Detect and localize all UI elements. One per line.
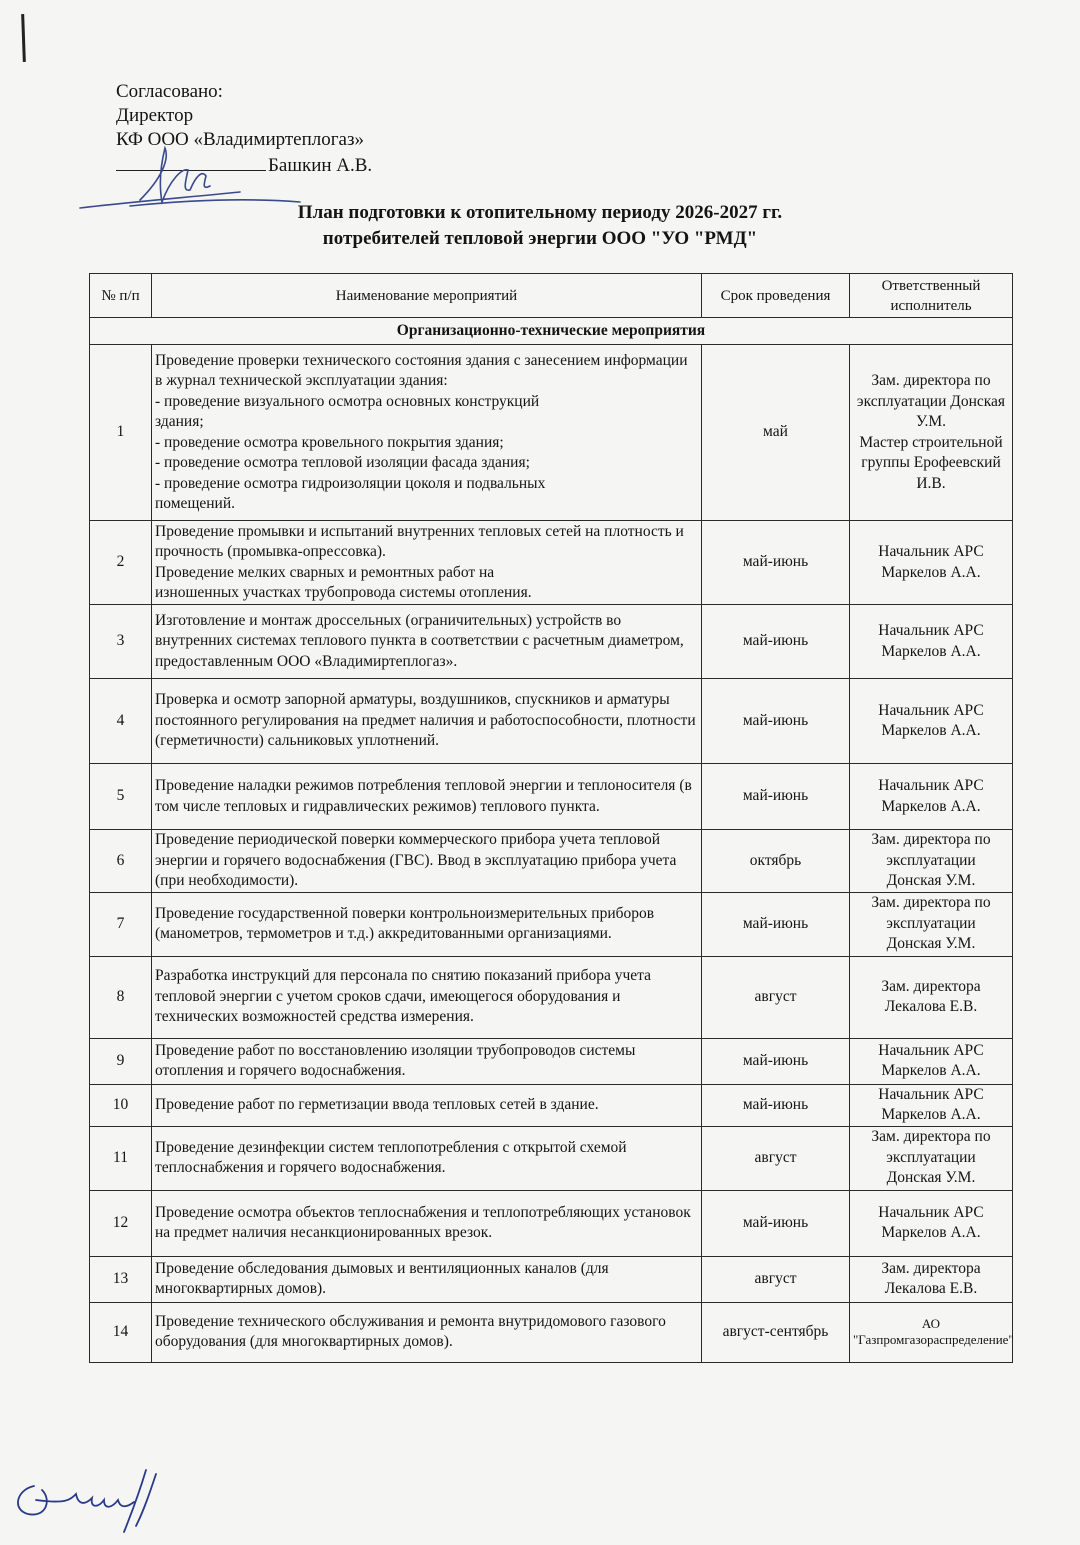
table-row	[90, 1084, 1013, 1126]
row-term: май	[702, 345, 850, 521]
row-activity: Проведение работ по герметизации ввода тепловых сетей в здание.	[152, 1084, 702, 1126]
row-number: 2	[90, 521, 152, 605]
table-row	[90, 679, 1013, 764]
table-row	[90, 764, 1013, 830]
section-title: Организационно-технические мероприятия	[90, 318, 1013, 345]
table-row	[90, 1038, 1013, 1084]
document-title	[0, 200, 1080, 252]
row-number: 3	[90, 605, 152, 679]
title-line-2: потребителей тепловой энергии ООО "УО "РМД"	[322, 228, 758, 249]
row-number: 10	[90, 1084, 152, 1126]
section-row	[90, 318, 1013, 345]
header-name: Наименование мероприятий	[152, 274, 702, 318]
row-term: август	[702, 956, 850, 1038]
row-responsible: Зам. директора по эксплуатации Донская У.М. Мастер строительной группы Ерофеевский И.В.	[850, 345, 1013, 521]
row-number: 9	[90, 1038, 152, 1084]
row-activity: Проведение проверки технического состояния здания с занесением информации в журнал технической эксплуатации здания: - проведение визуального осмотра основных конструкций здания; - проведение осмотра кровельного покрытия здания; - проведение осмотра тепловой изоляции фасада здания; - проведение осмотра гидроизоляции цоколя и подвальных помещений.	[152, 345, 702, 521]
header-responsible: Ответственный исполнитель	[850, 274, 1013, 318]
table-row	[90, 830, 1013, 893]
row-activity: Проведение технического обслуживания и ремонта внутридомового газового оборудования (для многоквартирных домов).	[152, 1302, 702, 1362]
row-number: 11	[90, 1126, 152, 1190]
row-responsible: Начальник АРС Маркелов А.А.	[850, 1190, 1013, 1256]
approval-line-position: Директор	[116, 105, 194, 126]
table-row	[90, 1190, 1013, 1256]
row-number: 14	[90, 1302, 152, 1362]
row-activity: Проведение периодической поверки коммерческого прибора учета тепловой энергии и горячего водоснабжения (ГВС). Ввод в эксплуатацию прибора учета (при необходимости).	[152, 830, 702, 893]
row-number: 7	[90, 892, 152, 956]
approval-line-agreed: Согласовано:	[116, 81, 223, 102]
row-activity: Проведение обследования дымовых и вентиляционных каналов (для многоквартирных домов).	[152, 1256, 702, 1302]
row-responsible: АО "Газпромгазораспределение"	[850, 1302, 1013, 1362]
row-responsible: Начальник АРС Маркелов А.А.	[850, 605, 1013, 679]
row-responsible: Зам. директора Лекалова Е.В.	[850, 1256, 1013, 1302]
row-responsible: Зам. директора по эксплуатации Донская У.М.	[850, 1126, 1013, 1190]
table-row	[90, 956, 1013, 1038]
header-num: № п/п	[90, 274, 152, 318]
row-responsible: Начальник АРС Маркелов А.А.	[850, 679, 1013, 764]
row-activity: Проверка и осмотр запорной арматуры, воздушников, спускников и арматуры постоянного регулирования на предмет наличия и работоспособности, плотности (герметичности) сальниковых уплотнений.	[152, 679, 702, 764]
row-responsible: Начальник АРС Маркелов А.А.	[850, 1038, 1013, 1084]
row-term: май-июнь	[702, 605, 850, 679]
table-row	[90, 345, 1013, 521]
approval-line-organization: КФ ООО «Владимиртеплогаз»	[116, 129, 364, 150]
row-activity: Проведение работ по восстановлению изоляции трубопроводов системы отопления и горячего водоснабжения.	[152, 1038, 702, 1084]
row-activity: Проведение наладки режимов потребления тепловой энергии и теплоносителя (в том числе тепловых и гидравлических режимов) теплового пункта.	[152, 764, 702, 830]
row-responsible: Зам. директора по эксплуатации Донская У.М.	[850, 830, 1013, 893]
row-term: май-июнь	[702, 764, 850, 830]
row-number: 6	[90, 830, 152, 893]
table-row	[90, 1302, 1013, 1362]
bottom-signature-image	[6, 1460, 206, 1540]
row-responsible: Начальник АРС Маркелов А.А.	[850, 521, 1013, 605]
approval-signer: Башкин А.В.	[268, 155, 373, 176]
row-responsible: Зам. директора Лекалова Е.В.	[850, 956, 1013, 1038]
table-row	[90, 1256, 1013, 1302]
row-activity: Проведение осмотра объектов теплоснабжения и теплопотребляющих установок на предмет наличия несанкционированных врезок.	[152, 1190, 702, 1256]
row-term: август-сентябрь	[702, 1302, 850, 1362]
row-number: 1	[90, 345, 152, 521]
table-row	[90, 1126, 1013, 1190]
row-term: октябрь	[702, 830, 850, 893]
row-activity: Изготовление и монтаж дроссельных (ограничительных) устройств во внутренних системах теплового пункта в соответствии с расчетным диаметром, предоставленным ООО «Владимиртеплогаз».	[152, 605, 702, 679]
margin-mark	[21, 14, 26, 62]
plan-table	[89, 273, 1013, 1363]
row-term: август	[702, 1256, 850, 1302]
row-term: май-июнь	[702, 1038, 850, 1084]
row-responsible: Зам. директора по эксплуатации Донская У.М.	[850, 892, 1013, 956]
row-term: май-июнь	[702, 1084, 850, 1126]
row-activity: Проведение промывки и испытаний внутренних тепловых сетей на плотность и прочность (промывка-опрессовка). Проведение мелких сварных и ремонтных работ на изношенных участках трубопровода системы отопления.	[152, 521, 702, 605]
title-line-1: План подготовки к отопительному периоду 2026-2027 гг.	[297, 202, 783, 223]
row-term: май-июнь	[702, 1190, 850, 1256]
row-number: 13	[90, 1256, 152, 1302]
row-activity: Проведение государственной поверки контрольноизмерительных приборов (манометров, термометров и т.д.) аккредитованными организациями.	[152, 892, 702, 956]
header-term: Срок проведения	[702, 274, 850, 318]
row-activity: Проведение дезинфекции систем теплопотребления с открытой схемой теплоснабжения и горячего водоснабжения.	[152, 1126, 702, 1190]
row-responsible: Начальник АРС Маркелов А.А.	[850, 1084, 1013, 1126]
row-number: 5	[90, 764, 152, 830]
table-header-row	[90, 274, 1013, 318]
table-row	[90, 521, 1013, 605]
row-term: май-июнь	[702, 521, 850, 605]
row-number: 4	[90, 679, 152, 764]
row-term: май-июнь	[702, 679, 850, 764]
row-term: май-июнь	[702, 892, 850, 956]
row-activity: Разработка инструкций для персонала по снятию показаний прибора учета тепловой энергии с учетом сроков сдачи, имеющегося оборудования и технических возможностей средства измерения.	[152, 956, 702, 1038]
row-number: 12	[90, 1190, 152, 1256]
row-term: август	[702, 1126, 850, 1190]
row-responsible: Начальник АРС Маркелов А.А.	[850, 764, 1013, 830]
table-row	[90, 605, 1013, 679]
table-row	[90, 892, 1013, 956]
row-number: 8	[90, 956, 152, 1038]
